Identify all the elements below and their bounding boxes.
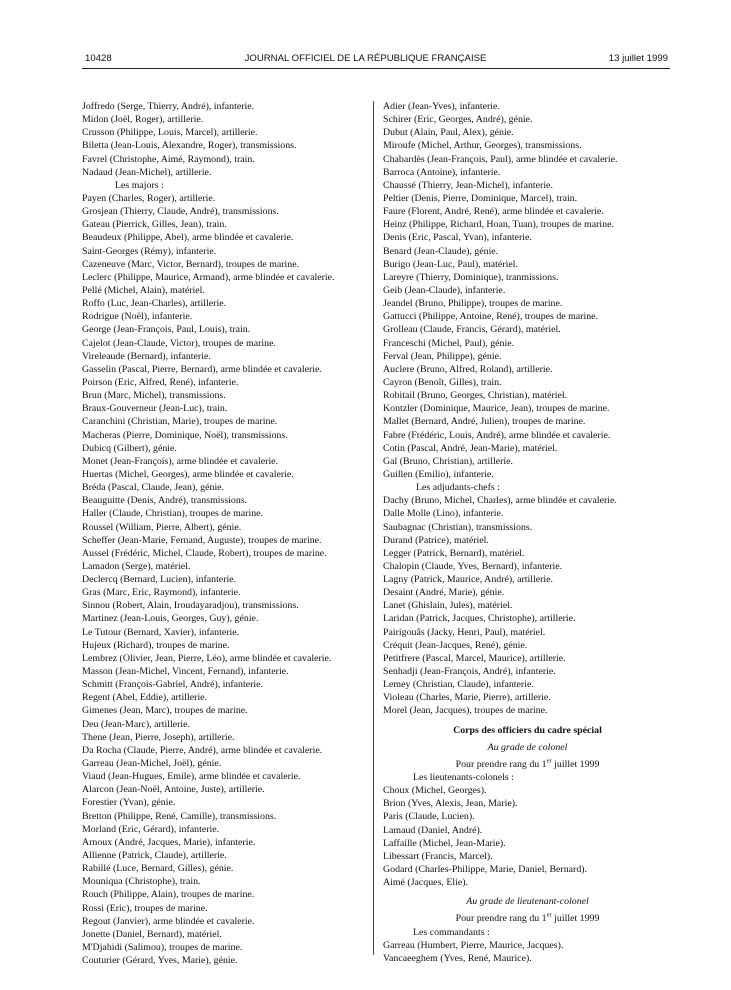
list-item: Caranchini (Christian, Marie), troupes de marine. — [82, 416, 278, 428]
left-intro-list — [82, 100, 368, 179]
list-item: Deu (Jean-Marc), artillerie. — [82, 718, 191, 730]
right-column — [383, 100, 672, 965]
list-item: Benard (Jean-Claude), génie. — [383, 245, 499, 257]
list-item: Gasselin (Pascal, Pierre, Bernard), arme blindée et cavalerie. — [82, 363, 322, 375]
list-item: Rouch (Philippe, Alain), troupes de marine. — [82, 889, 255, 901]
list-item: Masson (Jean-Michel, Vincent, Fernand), infanterie. — [82, 666, 289, 678]
list-item: Alarcon (Jean-Noël, Antoine, Juste), artillerie. — [82, 784, 265, 796]
list-item: Laffaille (Michel, Jean-Marie). — [383, 837, 506, 849]
list-item: Rossi (Eric), troupes de marine. — [82, 902, 208, 914]
list-item: Pairigouâs (Jacky, Henri, Paul), matériel. — [383, 626, 546, 638]
list-item: Paris (Claude, Lucien). — [383, 811, 475, 823]
list-item: Miroufe (Michel, Arthur, Georges), transmissions. — [383, 140, 582, 152]
rank-date: juillet 1999 — [551, 913, 600, 925]
list-item: Legger (Patrick, Bernard), matériel. — [383, 547, 525, 559]
list-item: Rabillé (Luce, Bernard, Gilles), génie. — [82, 863, 234, 875]
list-item: Barroca (Antoine), infanterie. — [383, 166, 501, 178]
commandants-list — [383, 939, 672, 965]
list-item: Rodrigue (Noël), infanterie. — [82, 311, 193, 323]
list-item: Hujeux (Richard), troupes de marine. — [82, 639, 230, 651]
list-item: Morland (Eric, Gérard), infanterie. — [82, 823, 220, 835]
list-item: Scheffer (Jean-Marie, Fernand, Auguste), troupes de marine. — [82, 534, 322, 546]
list-item: Poirson (Eric, Alfred, René), infanterie. — [82, 376, 239, 388]
list-item: Jeandel (Bruno, Philippe), troupes de marine. — [383, 298, 563, 310]
list-item: Gattucci (Philippe, Antoine, René), troupes de marine. — [383, 311, 598, 323]
list-item: Gras (Marc, Eric, Raymond), infanterie. — [82, 587, 241, 599]
list-item: Lembrez (Olivier, Jean, Pierre, Léo), arme blindée et cavalerie. — [82, 652, 332, 664]
list-item: Mouniqua (Christophe), train. — [82, 876, 201, 888]
list-item: Dubicq (Gilbert), génie. — [82, 442, 177, 454]
list-item: Cazeneuve (Marc, Victor, Bernard), troupes de marine. — [82, 258, 300, 270]
list-item: Faure (Florent, André, René), arme blindée et cavalerie. — [383, 206, 604, 218]
list-item: Cotin (Pascal, André, Jean-Marie), matériel. — [383, 442, 558, 454]
rank-sup: er — [546, 912, 552, 920]
list-item: Gimenes (Jean, Marc), troupes de marine. — [82, 705, 248, 717]
list-item: Adier (Jean-Yves), infanterie. — [383, 101, 500, 112]
list-item: Crusson (Philippe, Louis, Marcel), artillerie. — [82, 127, 258, 139]
list-item: Franceschi (Michel, Paul), génie. — [383, 337, 515, 349]
list-item: Gal (Bruno, Christian), artillerie. — [383, 455, 513, 467]
list-item: Aimé (Jacques, Elie). — [383, 877, 469, 889]
cadre-special-heading: Corps des officiers du cadre spécial — [453, 724, 602, 736]
list-item: George (Jean-François, Paul, Louis), train. — [82, 324, 251, 336]
list-item: Chalopin (Claude, Yves, Bernard), infanterie. — [383, 560, 563, 572]
list-item: Dubut (Alain, Paul, Alex), génie. — [383, 127, 514, 139]
list-item: Saint-Georges (Rémy), infanterie. — [82, 245, 217, 257]
list-item: Vancaeeghem (Yves, René, Maurice). — [383, 952, 532, 964]
list-item: Heinz (Philippe, Richard, Hoan, Tuan), troupes de marine. — [383, 219, 614, 231]
list-item: Grolleau (Claude, Francis, Gérard), matériel. — [383, 324, 561, 336]
list-item: Couturier (Gérard, Yves, Marie), génie. — [82, 955, 238, 967]
list-item: Gateau (Pierrick, Gilles, Jean), train. — [82, 219, 227, 231]
list-item: Lamadon (Serge), matériel. — [82, 560, 191, 572]
header-rule — [82, 68, 670, 69]
list-item: Morel (Jean, Jacques), troupes de marine. — [383, 705, 548, 717]
list-item: Cajelot (Jean-Claude, Victor), troupes de marine. — [82, 337, 276, 349]
list-item: Thene (Jean, Pierre, Joseph), artillerie. — [82, 731, 235, 743]
majors-heading: Les majors : — [115, 179, 164, 191]
lt-colonels-heading: Les lieutenants-colonels : — [413, 772, 514, 784]
list-item: Brion (Yves, Alexis, Jean, Marie). — [383, 798, 518, 810]
list-item: Braux-Gouverneur (Jean-Luc), train. — [82, 403, 228, 415]
issue-date: 13 juillet 1999 — [608, 53, 668, 64]
list-item: Roussel (William, Pierre, Albert), génie. — [82, 521, 242, 533]
list-item: M'Djahidi (Salimou), troupes de marine. — [82, 942, 243, 953]
list-item: Desaint (André, Marie), génie. — [383, 587, 505, 599]
colonel-rank-line — [383, 758, 672, 771]
list-item: Peltier (Denis, Pierre, Dominique, Marcel), train. — [383, 192, 578, 204]
commandants-heading: Les commandants : — [413, 926, 490, 938]
colonel-grade-heading: Au grade de colonel — [487, 741, 568, 753]
list-item: Geib (Jean-Claude), infanterie. — [383, 284, 506, 296]
list-item: Joffredo (Serge, Thierry, André), infanterie. — [82, 101, 255, 112]
column-divider — [373, 101, 374, 955]
list-item: Regent (Abel, Eddie), artillerie. — [82, 692, 208, 704]
majors-list — [82, 192, 368, 967]
list-item: Lareyre (Thierry, Dominique), tranmissions. — [383, 271, 559, 283]
rank-date: juillet 1999 — [551, 758, 600, 770]
list-item: Beaudeux (Philippe, Abel), arme blindée et cavalerie. — [82, 232, 294, 244]
list-item: Dalle Molle (Lino), infanterie. — [383, 508, 504, 520]
list-item: Choux (Michel, Georges). — [383, 785, 487, 797]
list-item: Leclerc (Philippe, Maurice, Armand), arme blindée et cavalerie. — [82, 271, 335, 283]
list-item: Lanet (Ghislain, Jules), matériel. — [383, 600, 513, 612]
list-item: Violeau (Charles, Marie, Pierre), artillerie. — [383, 692, 551, 704]
lt-colonels-list — [383, 784, 672, 889]
list-item: Biletta (Jean-Louis, Alexandre, Roger), transmissions. — [82, 140, 297, 152]
list-item: Monet (Jean-François), arme blindée et cavalerie. — [82, 455, 279, 467]
list-item: Declercq (Bernard, Lucien), infanterie. — [82, 574, 237, 586]
list-item: Cayron (Benoît, Gilles), train. — [383, 376, 502, 388]
list-item: Denis (Eric, Pascal, Yvan), infanterie. — [383, 232, 532, 244]
rank-sup: er — [546, 757, 552, 765]
journal-title: JOURNAL OFFICIEL DE LA RÉPUBLIQUE FRANÇAISE — [244, 53, 487, 64]
list-item: Fabre (Frédéric, Louis, André), arme blindée et cavalerie. — [383, 429, 611, 441]
list-item: Créquit (Jean-Jacques, René), génie. — [383, 639, 528, 651]
rank-text: Pour prendre rang du 1 — [455, 913, 547, 925]
list-item: Petitfrere (Pascal, Marcel, Maurice), artillerie. — [383, 652, 566, 664]
list-item: Robitail (Bruno, Georges, Christian), matériel. — [383, 390, 568, 402]
list-item: Aussel (Frédéric, Michel, Claude, Robert), troupes de marine. — [82, 547, 327, 559]
list-item: Schirer (Eric, Georges, André), génie. — [383, 114, 533, 126]
list-item: Garreau (Humbert, Pierre, Maurice, Jacques). — [383, 939, 564, 951]
list-item: Payen (Charles, Roger), artillerie. — [82, 192, 216, 204]
left-column — [82, 100, 368, 967]
list-item: Dachy (Bruno, Michel, Charles), arme blindée et cavalerie. — [383, 495, 617, 507]
list-item: Arnoux (André, Jacques, Marie), infanterie. — [82, 836, 256, 848]
list-item: Bréda (Pascal, Claude, Jean), génie. — [82, 482, 225, 494]
list-item: Lemey (Christian, Claude), infanterie. — [383, 679, 534, 691]
list-item: Martinez (Jean-Louis, Georges, Guy), génie. — [82, 613, 259, 625]
list-item: Chaussé (Thierry, Jean-Michel), infanterie. — [383, 179, 553, 191]
list-item: Huertas (Michel, Georges), arme blindée et cavalerie. — [82, 468, 294, 480]
page-number: 10428 — [85, 53, 112, 64]
list-item: Forestier (Yvan), génie. — [82, 797, 176, 809]
list-item: Brun (Marc, Michel), transmissions. — [82, 390, 226, 402]
lt-colonel-grade-heading: Au grade de lieutenant-colonel — [466, 896, 589, 908]
list-item: Pellé (Michel, Alain), matériel. — [82, 284, 205, 296]
list-item: Beauguitte (Denis, André), transmissions. — [82, 495, 248, 507]
list-item: Mallet (Bernard, André, Julien), troupes de marine. — [383, 416, 586, 428]
list-item: Lagny (Patrick, Maurice, André), artillerie. — [383, 574, 554, 586]
list-item: Durand (Patrice), matériel. — [383, 534, 489, 546]
adjudants-heading: Les adjudants-chefs : — [416, 482, 500, 494]
list-item: Jonette (Daniel, Bernard), matériel. — [82, 928, 222, 940]
list-item: Haller (Claude, Christian), troupes de marine. — [82, 508, 263, 520]
list-item: Favrel (Christophe, Aimé, Raymond), train. — [82, 153, 255, 165]
list-item: Senhadji (Jean-François, André), infanterie. — [383, 666, 556, 678]
right-intro-list — [383, 100, 672, 481]
list-item: Libessart (Francis, Marcel). — [383, 850, 493, 862]
list-item: Nadaud (Jean-Michel), artillerie. — [82, 166, 212, 178]
list-item: Da Rocha (Claude, Pierre, André), arme blindée et cavalerie. — [82, 744, 323, 756]
list-item: Allienne (Patrick, Claude), artillerie. — [82, 850, 227, 862]
list-item: Saubagnac (Christian), transmissions. — [383, 521, 533, 533]
list-item: Godard (Charles-Philippe, Marie, Daniel, Bernard). — [383, 864, 588, 876]
list-item: Bretton (Philippe, René, Camille), transmissions. — [82, 810, 277, 822]
list-item: Laridan (Patrick, Jacques, Christophe), artillerie. — [383, 613, 576, 625]
list-item: Ferval (Jean, Philippe), génie. — [383, 350, 502, 362]
list-item: Viaud (Jean-Hugues, Emile), arme blindée et cavalerie. — [82, 771, 301, 783]
list-item: Regout (Janvier), arme blindée et cavalerie. — [82, 915, 255, 927]
list-item: Garreau (Jean-Michel, Joël), génie. — [82, 758, 222, 770]
list-item: Sinnou (Robert, Alain, Iroudayaradjou), transmissions. — [82, 600, 299, 612]
lt-colonel-rank-line — [383, 912, 672, 925]
list-item: Grosjean (Thierry, Claude, André), transmissions. — [82, 206, 279, 218]
list-item: Chabardès (Jean-François, Paul), arme blindée et cavalerie. — [383, 153, 618, 165]
adjudants-list — [383, 494, 672, 717]
list-item: Guillen (Emilio), infanterie. — [383, 468, 494, 480]
rank-text: Pour prendre rang du 1 — [455, 758, 547, 770]
list-item: Auclere (Bruno, Alfred, Roland), artillerie. — [383, 363, 553, 375]
list-item: Roffo (Luc, Jean-Charles), artillerie. — [82, 298, 227, 310]
list-item: Midon (Joël, Roger), artillerie. — [82, 114, 204, 126]
list-item: Kontzler (Dominique, Maurice, Jean), troupes de marine. — [383, 403, 610, 415]
list-item: Burigo (Jean-Luc, Paul), matériel. — [383, 258, 518, 270]
list-item: Vireleaude (Bernard), infanterie. — [82, 350, 211, 362]
list-item: Schmitt (François-Gabriel, André), infanterie. — [82, 679, 263, 691]
list-item: Macheras (Pierre, Dominique, Noël), transmissions. — [82, 429, 288, 441]
list-item: Lamaud (Daniel, André). — [383, 824, 483, 836]
list-item: Le Tutour (Bernard, Xavier), infanterie. — [82, 626, 240, 638]
